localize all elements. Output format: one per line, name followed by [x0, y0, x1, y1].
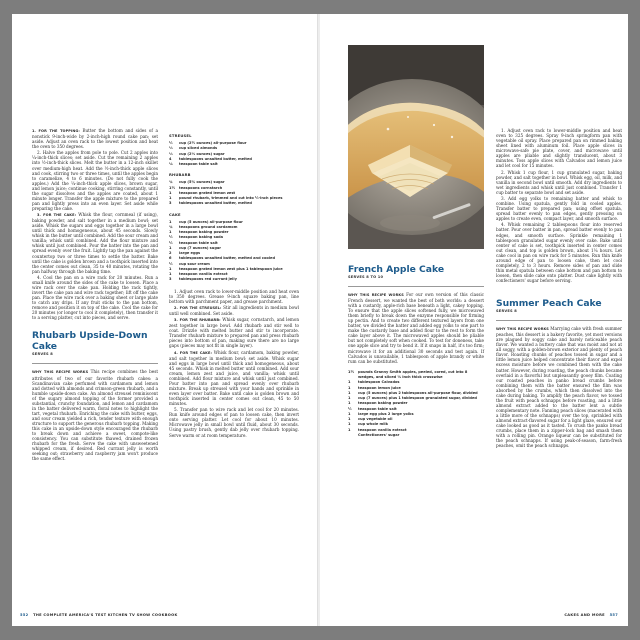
- chapter-title: CAKES AND MORE: [564, 613, 605, 617]
- ingredient-name: cup (2½ ounces) all-purpose flour: [179, 141, 247, 145]
- ingredient-item: [348, 370, 484, 381]
- left-page: [12, 14, 318, 626]
- ingredient-quantity: 1: [348, 396, 351, 401]
- ingredient-name: cup (2⅓ ounces) sugar: [179, 151, 225, 156]
- ingredient-name: cup sour cream: [179, 261, 210, 266]
- paragraph: [496, 222, 622, 283]
- ingredient-quantity: 1: [348, 427, 351, 432]
- ingredient-quantity: 1: [348, 380, 351, 385]
- recipe-title: Rhubarb Upside-Down Cake: [32, 330, 148, 353]
- ingredient-item: [169, 277, 299, 282]
- ingredient-quantity: 1½: [348, 369, 355, 374]
- right-folio: [564, 613, 618, 617]
- ingredient-quantity: 1: [348, 411, 351, 416]
- divider: [32, 363, 158, 364]
- ingredient-name: cup (7 ounces) plus 1 tablespoon granulated sugar, divided: [358, 396, 477, 401]
- divider: [348, 286, 484, 287]
- ingredient-name: teaspoon grated lemon zest: [179, 190, 236, 195]
- recipe-serves: SERVES 8: [496, 309, 517, 314]
- ingredient-quantity: 3: [169, 277, 172, 282]
- ingredient-name: cup vegetable oil: [358, 417, 393, 422]
- ingredient-name: pound rhubarb, trimmed and cut into ½-inch pieces: [179, 196, 283, 200]
- ingredient-name: teaspoon grated lemon zest plus 1 tablespoon juice: [179, 266, 283, 271]
- right-page: [320, 14, 628, 626]
- ingredient-quantity: 1: [169, 245, 172, 250]
- ingredient-name: teaspoons cornstarch: [179, 185, 223, 190]
- ingredient-item: [169, 201, 299, 206]
- ingredient-groups: [169, 134, 299, 283]
- ingredient-name: cup sliced almonds: [179, 146, 218, 151]
- ingredient-quantity: 1: [169, 266, 172, 271]
- ingredient-quantity: 2: [169, 251, 172, 255]
- paragraph-text: Butter the bottom and sides of a nonstick 9-inch-wide by 2-inch-high round cake pan; set aside. Adjust an oven rack to the lowest position and heat the oven to 350 degrees.: [32, 128, 158, 150]
- ingredient-name: teaspoon baking soda: [179, 235, 224, 240]
- ingredient-name: tablespoons unsalted butter, melted: [179, 201, 252, 206]
- left-column-1: [32, 128, 158, 463]
- paragraph-text: 1. Adjust oven rack to lower-middle position and heat oven to 350 degrees. Grease 9-inch square baking pan, line bottom with parchment paper, and grease parchment.: [169, 288, 299, 304]
- paragraph: [169, 350, 299, 407]
- ingredient-name: cup (5 ounces) plus 2 tablespoons all-purpose flour, divided: [358, 390, 478, 395]
- ingredient-name: teaspoon table salt: [358, 406, 397, 411]
- apple-cake-steps: [32, 128, 158, 320]
- ingredient-quantity: ⅓: [169, 146, 173, 151]
- ingredient-item: [348, 433, 484, 438]
- ingredient-name: tablespoon Calvados: [358, 380, 400, 385]
- ingredient-name: cup (5¼ ounces) sugar: [179, 180, 225, 185]
- ingredient-name: tablespoons red currant jelly: [179, 277, 237, 282]
- book-title: THE COMPLETE AMERICA'S TEST KITCHEN TV SHOW COOKBOOK: [33, 613, 178, 617]
- paragraph-lead: WHY THIS RECIPE WORKS: [32, 370, 89, 375]
- paragraph-text: Marrying cake with fresh summer peaches, this dessert is a bakery favorite, yet most versions are plagued by soggy cake and barely noticeable peach flavor. We wanted a buttery cake that was moist and not at all soggy, with a golden-brown exterior and plenty of peach flavor. Roasting chunks of peaches tossed in sugar and a little lemon juice helped concentrate their flavor and expel excess moisture before we combined them with the cake batter. However, during roasting, the peach chunks became overlaid in a flavorful but unpleasantly gooey film. Coating our roasted peaches in panko bread crumbs before combining them with the batter ensured the film was absorbed by the crumbs, which then dissolved into the cake during baking. To amplify the peach flavor, we tossed the fruit with peach schnapps before roasting, and a little almond extract added to the batter lent a subtle complementary note. Fanning peach slices (macerated with a little more of the schnapps) over the top, sprinkled with almond extract-flavored sugar for a light glaze, ensured our cake looked as good as it tasted. To crush the panko bread crumbs, place them in a zipper-lock bag and smash them with a rolling pin. Orange liqueur can be substituted for the peach schnapps. If using peak-of-season, farm-fresh peaches, omit the peach schnapps.: [496, 326, 622, 449]
- ingredient-group-heading: RHUBARB: [169, 173, 191, 178]
- ingredient-quantity: 1: [348, 401, 351, 406]
- paragraph: [169, 289, 299, 304]
- ingredient-quantity: ¾: [169, 180, 173, 185]
- divider: [496, 320, 622, 321]
- paragraph-text: For our own version of this classic French dessert, we wanted the best of both worlds: a dessert with a custardy, apple-rich base beneath a light, cakey topping. To ensure that the apple slices softened fully, we microwaved them briefly to break down the enzyme responsible for firming up pectin. And to create two different textured layers from one batter, we divided the batter and added egg yolks to one part to make the custardy base and added flour to the rest to form the cake layer above it. The microwaved apples should be pliable but not completely soft when cooked. To test for doneness, take one apple slice and try to bend it. If it snaps in half, it's too firm; microwave it for an additional 30 seconds and test again. If Calvados is unavailable, 1 tablespoon of apple brandy or white rum can be substituted.: [348, 292, 484, 364]
- ingredient-quantity: ½: [169, 240, 173, 245]
- paragraph-lead: 4. FOR THE CAKE:: [174, 350, 212, 355]
- paragraph: [348, 292, 484, 364]
- paragraph-text: Whisk flour, cardamom, baking powder, and salt together in medium bowl; set aside. Whisk sugar and eggs in large bowl until thick and homogeneous, about 45 seconds. Whisk in melted butter until combined. Add sour cream, lemon zest and juice, and vanilla; whisk until combined. Add flour mixture and whisk until just combined. Pour batter into pan and spread evenly over rhubarb mixture. Break up streusel with your hands and sprinkle in even layer over batter. Bake until cake is golden brown and toothpick inserted in center comes out clean, 45 to 50 minutes.: [169, 349, 299, 407]
- paragraph-text: 4. Cool the pan on a wire rack for 20 minutes. Run a small knife around the sides of the cake to loosen. Place a wire rack over the cake pan. Holding the rack tightly, invert the cake pan and wire rack together; lift off the cake pan. Place the wire rack over a baking sheet or large plate to catch any drips. If any fruit sticks to the pan bottom, remove and position it on top of the cake. Cool the cake for 20 minutes (or longer to cool it completely), then transfer it to a serving platter, cut into pieces, and serve.: [32, 274, 158, 321]
- paragraph-lead: 2. FOR THE STREUSEL:: [174, 305, 222, 310]
- recipe-intro: [32, 369, 158, 461]
- ingredient-quantity: 1½: [169, 185, 176, 190]
- paragraph: [496, 326, 622, 448]
- rhubarb-cake-steps: [169, 289, 299, 438]
- ingredient-quantity: ½: [169, 141, 173, 145]
- paragraph: [32, 212, 158, 274]
- paragraph: [169, 317, 299, 348]
- ingredient-name: tablespoons unsalted butter, melted: [179, 156, 252, 161]
- paragraph-text: 4. Whisk remaining 2 tablespoons flour into reserved batter. Pour over batter in pan, spread batter evenly to pan edges, and smooth surface. Sprinkle remaining 1 tablespoon granulated sugar evenly over cake. Bake until center of cake is set, toothpick inserted in center comes out clean, and top is golden brown, about 1¼ hours. Let cake cool in pan on wire rack for 5 minutes. Run thin knife around edge of pan to loosen cake, then let cool completely, 2 to 3 hours. Remove sides of pan and slide thin metal spatula between cake bottom and pan bottom to loosen, then slide cake onto platter. Dust cake lightly with confectioners' sugar before serving.: [496, 222, 622, 283]
- ingredient-name: teaspoon table salt: [179, 162, 218, 166]
- recipe-serves: SERVES 8: [32, 352, 53, 357]
- ingredient-name: teaspoon baking powder: [358, 401, 408, 406]
- ingredient-quantity: 4: [169, 156, 172, 161]
- ingredient-quantity: 1: [348, 417, 351, 422]
- ingredient-name: teaspoon baking powder: [179, 230, 229, 234]
- ingredient-name: teaspoons ground cardamom: [179, 224, 238, 229]
- ingredient-name: large eggs: [179, 251, 201, 255]
- paragraph-lead: 3. FOR THE CAKE:: [37, 213, 77, 218]
- paragraph: [169, 305, 299, 316]
- paragraph-text: Stir all ingredients in medium bowl until well combined. Set aside.: [169, 304, 299, 316]
- ingredient-item: [169, 162, 299, 167]
- recipe-title: French Apple Cake: [348, 264, 445, 275]
- ingredient-quantity: ½: [169, 261, 173, 266]
- left-column-2: [169, 128, 299, 439]
- paragraph: [496, 196, 622, 221]
- paragraph-text: 5. Transfer pan to wire rack and let cool for 20 minutes. Run knife around edges of pan to loosen cake, then invert onto serving platter. Let cool for about 10 minutes. Microwave jelly in small bowl until fluid, about 30 seconds. Using pastry brush, gently dab jelly over rhubarb topping. Serve warm or at room temperature.: [169, 407, 299, 438]
- paragraph-text: 3. Add egg yolks to remaining batter and whisk to combine. Using spatula, gently fold in cooled apples. Transfer batter to prepared pan; using offset spatula, spread batter evenly to pan edges, gently pressing on apples to create even, compact layer, and smooth surface.: [496, 195, 622, 222]
- recipe-intro: [348, 292, 484, 364]
- paragraph: [32, 275, 158, 320]
- ingredient-quantity: 1: [169, 230, 172, 234]
- paragraph-lead: WHY THIS RECIPE WORKS: [348, 293, 404, 297]
- page-number: 552: [20, 613, 29, 617]
- right-column-1: [348, 264, 484, 438]
- ingredient-name: teaspoon lemon juice: [358, 385, 401, 390]
- ingredient-name: Confectioners' sugar: [358, 432, 400, 437]
- paragraph: [169, 407, 299, 437]
- ingredient-quantity: 1: [169, 196, 172, 200]
- french-apple-cake-photo: [348, 45, 484, 249]
- paragraph-text: 2. Whisk 1 cup flour, 1 cup granulated sugar, baking powder, and salt together in bowl. Whisk egg, oil, milk, and vanilla in second bowl until smooth. Add dry ingredients to wet ingredients and whisk until just combined. Transfer 1 cup batter to separate bowl and set aside.: [496, 169, 622, 195]
- french-apple-cake-steps: [496, 128, 622, 283]
- paragraph-lead: WHY THIS RECIPE WORKS: [496, 327, 549, 332]
- paragraph-text: 1. Adjust oven rack to lower-middle position and heat oven to 325 degrees. Spray 9-inch springform pan with vegetable oil spray. Place prepared pan on rimmed baking sheet lined with aluminum foil. Place apple slices in microwave-safe pie plate, cover, and microwave until apples are pliable and slightly translucent, about 3 minutes. Toss apple slices with Calvados and lemon juice and let cool for 15 minutes.: [496, 128, 622, 169]
- ingredient-quantity: 1: [169, 190, 172, 195]
- paragraph: [496, 128, 622, 168]
- right-column-2: [496, 128, 622, 449]
- ingredient-quantity: ½: [348, 406, 352, 411]
- ingredient-group-heading: STREUSEL: [169, 134, 192, 138]
- page-number: 557: [609, 613, 618, 617]
- ingredient-quantity: 1: [348, 385, 351, 390]
- paragraph: [32, 150, 158, 211]
- ingredient-quantity: 1: [169, 272, 172, 276]
- paragraph-lead: 1. FOR THE TOPPING:: [32, 129, 80, 133]
- ingredient-quantity: 3: [169, 201, 172, 206]
- paragraph-text: Whisk the flour, cornmeal (if using), baking powder, and salt together in a medium bowl; set aside. Whisk the sugars and eggs together in a large bowl until thick and homogeneous, about 45 seconds. Slowly whisk in the butter until combined. Add the sour cream and vanilla; whisk until combined. Add the flour mixture and whisk until just combined. Pour the batter into the pan and spread evenly over the fruit. Lightly tap the pan against the countertop two or three times to settle the batter. Bake until the cake is golden brown and a toothpick inserted into the center comes out clean, 35 to 40 minutes, rotating the pan halfway through the baking time.: [32, 212, 158, 274]
- ingredient-quantity: 1: [348, 390, 351, 395]
- ingredient-name: large egg plus 2 large yolks: [358, 411, 414, 416]
- paragraph-text: Whisk sugar, cornstarch, and lemon zest together in large bowl. Add rhubarb and stir well to coat. Drizzle with melted butter and stir to incorporate. Transfer rhubarb mixture to prepared pan and press rhubarb pieces into bottom of pan, making sure there are no large gaps (pieces may not fit in single layer).: [169, 317, 299, 349]
- ingredient-quantity: ½: [169, 235, 173, 240]
- ingredient-quantity: 6: [169, 256, 172, 261]
- paragraph: [32, 369, 158, 461]
- ingredient-quantity: ¾: [169, 224, 173, 229]
- paragraph-text: This recipe combines the best attributes of two of our favorite rhubarb cakes: a Scandinavian cake perfumed with cardamom and lemon and dotted with almonds and crimson-green rhubarb, and a humble upside-down cake. An almond streusel reminiscent of the sugary almond topping of the former provided a substantial, crunchy foundation, and lemon and cardamom in the batter delivered warm, floral notes to highlight the tart, vegetal rhubarb. Enriching the cake with butter, eggs, and sour cream yielded a rich, tender texture with enough structure to support the generous rhubarb topping. Making this cake in an upside-down style encouraged the rhubarb to break down and achieve a sweet, compote-like consistency. You can substitute thawed, drained frozen rhubarb for the fresh. Serve the cake with unsweetened whipped cream, if desired. Red currant jelly is worth seeking out; strawberry and raspberry jam won't produce the same effect.: [32, 369, 158, 462]
- ingredient-name: cup whole milk: [358, 422, 388, 427]
- ingredient-name: cup (7 ounces) sugar: [179, 245, 222, 250]
- paragraph: [32, 128, 158, 149]
- paragraph-text: 2. Halve the apples from pole to pole. Cut 2 apples into ¼-inch-thick slices; set aside. Cut the remaining 2 apples into ½-inch-thick slices. Melt the butter in a 12-inch skillet over medium-high heat. Add the ½-inch-thick apple slices and cook, stirring two or three times, until the apples begin to caramelize, 4 to 6 minutes. (Do not fully cook the apples.) Add the ¼-inch-thick apple slices, brown sugar, and lemon juice; continue cooking, stirring constantly, until the sugar dissolves and the apples are coated, about 1 minute longer. Transfer the apple mixture to the prepared pan and lightly press into an even layer. Set aside while preparing the cake.: [32, 150, 158, 211]
- left-folio: [20, 613, 178, 617]
- ingredient-name: teaspoon table salt: [179, 240, 218, 245]
- ingredient-name: teaspoon vanilla extract: [358, 427, 407, 432]
- ingredient-name: tablespoons unsalted butter, melted and cooled: [179, 256, 275, 261]
- ingredient-quantity: 1: [348, 422, 351, 427]
- ingredient-name: cup (5 ounces) all-purpose flour: [179, 219, 243, 224]
- ingredient-name: pounds Granny Smith apples, peeled, cored, cut into 8 wedges, and sliced ⅛ inch thick crosswise: [358, 369, 468, 380]
- ingredient-quantity: 1: [169, 219, 172, 224]
- recipe-serves: SERVES 8 TO 10: [348, 275, 384, 279]
- ingredient-quantity: [348, 433, 358, 438]
- ingredient-name: teaspoon vanilla extract: [179, 272, 228, 276]
- ingredient-group-heading: CAKE: [169, 212, 181, 217]
- recipe-title: Summer Peach Cake: [496, 298, 602, 310]
- paragraph: [496, 170, 622, 195]
- recipe-intro: [496, 326, 622, 448]
- paragraph-lead: 3. FOR THE RHUBARB:: [174, 318, 221, 323]
- ingredient-quantity: ⅓: [169, 151, 173, 156]
- ingredient-quantity: ⅛: [169, 162, 173, 166]
- ingredient-list: [348, 370, 484, 438]
